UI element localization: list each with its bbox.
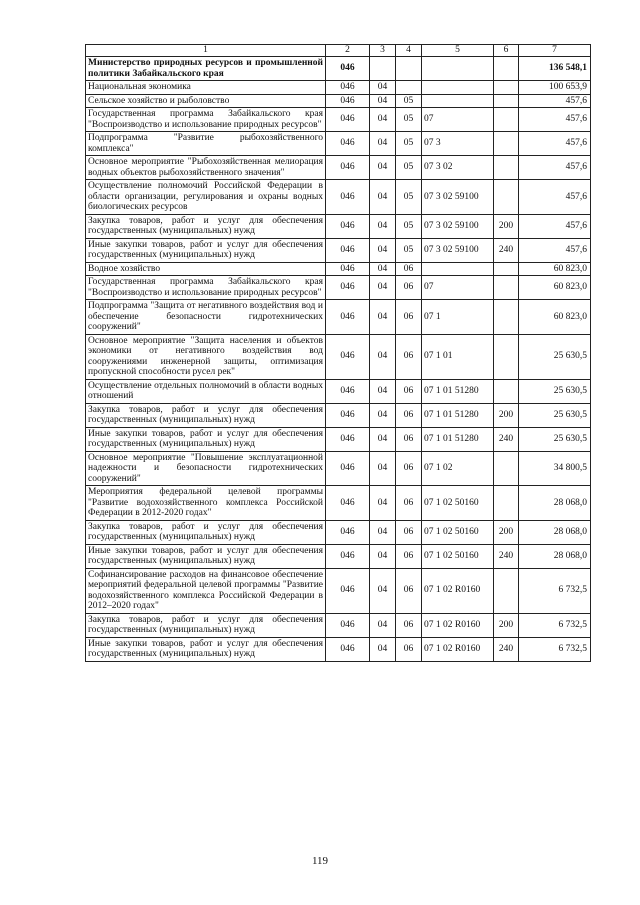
- ministry-code-cell: 046: [326, 214, 370, 238]
- target-article-cell: 07 3 02 59100: [422, 180, 494, 215]
- column-header: 6: [494, 45, 519, 57]
- column-header: 7: [519, 45, 591, 57]
- page-number: 119: [311, 855, 329, 867]
- section-code-cell: 04: [370, 613, 396, 637]
- ministry-code-cell: 046: [326, 486, 370, 521]
- ministry-code-cell: 046: [326, 637, 370, 661]
- expense-type-cell: 240: [494, 238, 519, 262]
- section-code-cell: 04: [370, 214, 396, 238]
- row-name-cell: Осуществление отдельных полномочий в области водных отношений: [86, 379, 326, 403]
- target-article-cell: 07 1: [422, 300, 494, 335]
- expense-type-cell: [494, 57, 519, 81]
- section-code-cell: 04: [370, 276, 396, 300]
- table-row: [86, 300, 591, 335]
- subsection-code-cell: 06: [396, 637, 422, 661]
- ministry-code-cell: 046: [326, 379, 370, 403]
- section-code-cell: 04: [370, 81, 396, 95]
- expense-type-cell: [494, 262, 519, 276]
- row-name-cell: Основное мероприятие "Рыбохозяйственная мелиорация водных объектов рыбохозяйственного значения": [86, 156, 326, 180]
- row-name-cell: Иные закупки товаров, работ и услуг для обеспечения государственных (муниципальных) нужд: [86, 544, 326, 568]
- ministry-code-cell: 046: [326, 238, 370, 262]
- section-code-cell: 04: [370, 108, 396, 132]
- section-code-cell: 04: [370, 403, 396, 427]
- amount-cell: 6 732,5: [519, 613, 591, 637]
- subsection-code-cell: 06: [396, 544, 422, 568]
- subsection-code-cell: [396, 57, 422, 81]
- subsection-code-cell: 06: [396, 334, 422, 379]
- row-name-cell: Сельское хозяйство и рыболовство: [86, 94, 326, 108]
- table-row: [86, 568, 591, 613]
- table-row: [86, 334, 591, 379]
- table-row: [86, 180, 591, 215]
- amount-cell: 60 823,0: [519, 262, 591, 276]
- amount-cell: 60 823,0: [519, 300, 591, 335]
- row-name-cell: Иные закупки товаров, работ и услуг для обеспечения государственных (муниципальных) нужд: [86, 637, 326, 661]
- target-article-cell: 07 1 01 51280: [422, 379, 494, 403]
- section-code-cell: 04: [370, 334, 396, 379]
- table-row: [86, 451, 591, 486]
- row-name-cell: Иные закупки товаров, работ и услуг для обеспечения государственных (муниципальных) нужд: [86, 238, 326, 262]
- table-row: [86, 262, 591, 276]
- amount-cell: 136 548,1: [519, 57, 591, 81]
- amount-cell: 28 068,0: [519, 544, 591, 568]
- ministry-code-cell: 046: [326, 94, 370, 108]
- expense-type-cell: 200: [494, 403, 519, 427]
- amount-cell: 457,6: [519, 156, 591, 180]
- expense-type-cell: [494, 300, 519, 335]
- amount-cell: 25 630,5: [519, 334, 591, 379]
- section-code-cell: 04: [370, 520, 396, 544]
- target-article-cell: 07 1 02 50160: [422, 486, 494, 521]
- ministry-code-cell: 046: [326, 156, 370, 180]
- row-name-cell: Иные закупки товаров, работ и услуг для обеспечения государственных (муниципальных) нужд: [86, 427, 326, 451]
- row-name-cell: Закупка товаров, работ и услуг для обеспечения государственных (муниципальных) нужд: [86, 214, 326, 238]
- ministry-code-cell: 046: [326, 451, 370, 486]
- amount-cell: 457,6: [519, 180, 591, 215]
- row-name-cell: Водное хозяйство: [86, 262, 326, 276]
- row-name-cell: Государственная программа Забайкальского края "Воспроизводство и использование природных ресурсов": [86, 276, 326, 300]
- expense-type-cell: [494, 486, 519, 521]
- subsection-code-cell: 06: [396, 486, 422, 521]
- expense-type-cell: 240: [494, 544, 519, 568]
- section-code-cell: 04: [370, 544, 396, 568]
- target-article-cell: 07 1 02 R0160: [422, 637, 494, 661]
- section-code-cell: 04: [370, 94, 396, 108]
- amount-cell: 457,6: [519, 238, 591, 262]
- amount-cell: 457,6: [519, 132, 591, 156]
- column-header: 2: [326, 45, 370, 57]
- table-row: [86, 613, 591, 637]
- subsection-code-cell: 06: [396, 379, 422, 403]
- section-code-cell: 04: [370, 180, 396, 215]
- amount-cell: 28 068,0: [519, 486, 591, 521]
- subsection-code-cell: 06: [396, 300, 422, 335]
- ministry-code-cell: 046: [326, 334, 370, 379]
- row-name-cell: Закупка товаров, работ и услуг для обеспечения государственных (муниципальных) нужд: [86, 613, 326, 637]
- expense-type-cell: [494, 568, 519, 613]
- expense-type-cell: [494, 108, 519, 132]
- row-name-cell: Осуществление полномочий Российской Федерации в области организации, регулирования и охраны водных биологических ресурсов: [86, 180, 326, 215]
- table-row: [86, 379, 591, 403]
- target-article-cell: 07: [422, 108, 494, 132]
- expense-type-cell: [494, 156, 519, 180]
- expense-type-cell: 200: [494, 214, 519, 238]
- ministry-code-cell: 046: [326, 81, 370, 95]
- expense-type-cell: [494, 180, 519, 215]
- table-row: [86, 276, 591, 300]
- section-code-cell: 04: [370, 637, 396, 661]
- amount-cell: 25 630,5: [519, 379, 591, 403]
- ministry-code-cell: 046: [326, 568, 370, 613]
- subsection-code-cell: [396, 81, 422, 95]
- section-code-cell: 04: [370, 262, 396, 276]
- ministry-code-cell: 046: [326, 403, 370, 427]
- subsection-code-cell: 06: [396, 613, 422, 637]
- ministry-code-cell: 046: [326, 180, 370, 215]
- target-article-cell: [422, 81, 494, 95]
- table-row: [86, 94, 591, 108]
- subsection-code-cell: 06: [396, 427, 422, 451]
- target-article-cell: 07: [422, 276, 494, 300]
- subsection-code-cell: 05: [396, 238, 422, 262]
- target-article-cell: [422, 57, 494, 81]
- subsection-code-cell: 05: [396, 156, 422, 180]
- target-article-cell: 07 1 01 51280: [422, 427, 494, 451]
- target-article-cell: 07 3 02: [422, 156, 494, 180]
- target-article-cell: 07 1 01: [422, 334, 494, 379]
- ministry-code-cell: 046: [326, 132, 370, 156]
- row-name-cell: Министерство природных ресурсов и промышленной политики Забайкальского края: [86, 57, 326, 81]
- ministry-code-cell: 046: [326, 520, 370, 544]
- target-article-cell: 07 1 02 R0160: [422, 613, 494, 637]
- ministry-code-cell: 046: [326, 427, 370, 451]
- section-code-cell: 04: [370, 486, 396, 521]
- section-code-cell: 04: [370, 300, 396, 335]
- expense-type-cell: [494, 334, 519, 379]
- table-row: [86, 214, 591, 238]
- subsection-code-cell: 05: [396, 108, 422, 132]
- table-row: [86, 637, 591, 661]
- column-header: 5: [422, 45, 494, 57]
- section-code-cell: 04: [370, 156, 396, 180]
- target-article-cell: 07 3: [422, 132, 494, 156]
- amount-cell: 60 823,0: [519, 276, 591, 300]
- table-row: [86, 132, 591, 156]
- target-article-cell: 07 1 02 R0160: [422, 568, 494, 613]
- column-header: 3: [370, 45, 396, 57]
- target-article-cell: 07 3 02 59100: [422, 238, 494, 262]
- amount-cell: 457,6: [519, 214, 591, 238]
- expense-type-cell: [494, 81, 519, 95]
- subsection-code-cell: 05: [396, 180, 422, 215]
- target-article-cell: 07 1 02 50160: [422, 544, 494, 568]
- table-row: [86, 108, 591, 132]
- amount-cell: 34 800,5: [519, 451, 591, 486]
- column-header: 4: [396, 45, 422, 57]
- section-code-cell: 04: [370, 379, 396, 403]
- amount-cell: 25 630,5: [519, 403, 591, 427]
- amount-cell: 457,6: [519, 94, 591, 108]
- target-article-cell: 07 3 02 59100: [422, 214, 494, 238]
- column-header: 1: [86, 45, 326, 57]
- amount-cell: 100 653,9: [519, 81, 591, 95]
- subsection-code-cell: 05: [396, 214, 422, 238]
- expense-type-cell: 200: [494, 520, 519, 544]
- table-row: [86, 520, 591, 544]
- expense-type-cell: [494, 132, 519, 156]
- ministry-code-cell: 046: [326, 108, 370, 132]
- row-name-cell: Софинансирование расходов на финансовое обеспечение мероприятий федеральной целевой программы "Развитие водохозяйственного комплекса Российской Федерации в 2012–2020 годах": [86, 568, 326, 613]
- table-row: [86, 403, 591, 427]
- expense-type-cell: 240: [494, 427, 519, 451]
- row-name-cell: Мероприятия федеральной целевой программы "Развитие водохозяйственного комплекса Российской Федерации в 2012-2020 годах": [86, 486, 326, 521]
- amount-cell: 25 630,5: [519, 427, 591, 451]
- section-code-cell: 04: [370, 568, 396, 613]
- subsection-code-cell: 05: [396, 132, 422, 156]
- section-code-cell: [370, 57, 396, 81]
- amount-cell: 457,6: [519, 108, 591, 132]
- amount-cell: 6 732,5: [519, 637, 591, 661]
- subsection-code-cell: 06: [396, 568, 422, 613]
- ministry-code-cell: 046: [326, 544, 370, 568]
- amount-cell: 28 068,0: [519, 520, 591, 544]
- ministry-code-cell: 046: [326, 613, 370, 637]
- ministry-code-cell: 046: [326, 300, 370, 335]
- amount-cell: 6 732,5: [519, 568, 591, 613]
- row-name-cell: Подпрограмма "Защита от негативного воздействия вод и обеспечение безопасности гидротехнических сооружений": [86, 300, 326, 335]
- target-article-cell: 07 1 02 50160: [422, 520, 494, 544]
- row-name-cell: Национальная экономика: [86, 81, 326, 95]
- expense-type-cell: [494, 276, 519, 300]
- subsection-code-cell: 06: [396, 451, 422, 486]
- ministry-code-cell: 046: [326, 276, 370, 300]
- subsection-code-cell: 06: [396, 403, 422, 427]
- row-name-cell: Основное мероприятие "Защита населения и объектов экономики от негативного воздействия вод сооружениями инженерной защиты, оптимизация пропускной способности русел рек": [86, 334, 326, 379]
- section-code-cell: 04: [370, 451, 396, 486]
- table-row: [86, 81, 591, 95]
- expense-type-cell: 240: [494, 637, 519, 661]
- table-row: [86, 544, 591, 568]
- table-row: [86, 156, 591, 180]
- target-article-cell: [422, 262, 494, 276]
- section-code-cell: 04: [370, 132, 396, 156]
- budget-table: [85, 44, 591, 662]
- subsection-code-cell: 05: [396, 94, 422, 108]
- row-name-cell: Подпрограмма "Развитие рыбохозяйственного комплекса": [86, 132, 326, 156]
- target-article-cell: 07 1 01 51280: [422, 403, 494, 427]
- table-row: [86, 238, 591, 262]
- subsection-code-cell: 06: [396, 276, 422, 300]
- expense-type-cell: [494, 451, 519, 486]
- row-name-cell: Государственная программа Забайкальского края "Воспроизводство и использование природных ресурсов": [86, 108, 326, 132]
- subsection-code-cell: 06: [396, 262, 422, 276]
- expense-type-cell: 200: [494, 613, 519, 637]
- budget-table-sheet: [85, 44, 590, 662]
- section-code-cell: 04: [370, 238, 396, 262]
- table-row: [86, 57, 591, 81]
- subsection-code-cell: 06: [396, 520, 422, 544]
- table-row: [86, 427, 591, 451]
- row-name-cell: Закупка товаров, работ и услуг для обеспечения государственных (муниципальных) нужд: [86, 403, 326, 427]
- target-article-cell: [422, 94, 494, 108]
- section-code-cell: 04: [370, 427, 396, 451]
- ministry-code-cell: 046: [326, 57, 370, 81]
- row-name-cell: Закупка товаров, работ и услуг для обеспечения государственных (муниципальных) нужд: [86, 520, 326, 544]
- table-row: [86, 486, 591, 521]
- column-number-row: [86, 45, 591, 57]
- expense-type-cell: [494, 94, 519, 108]
- row-name-cell: Основное мероприятие "Повышение эксплуатационной надежности и безопасности гидротехнических сооружений": [86, 451, 326, 486]
- expense-type-cell: [494, 379, 519, 403]
- ministry-code-cell: 046: [326, 262, 370, 276]
- target-article-cell: 07 1 02: [422, 451, 494, 486]
